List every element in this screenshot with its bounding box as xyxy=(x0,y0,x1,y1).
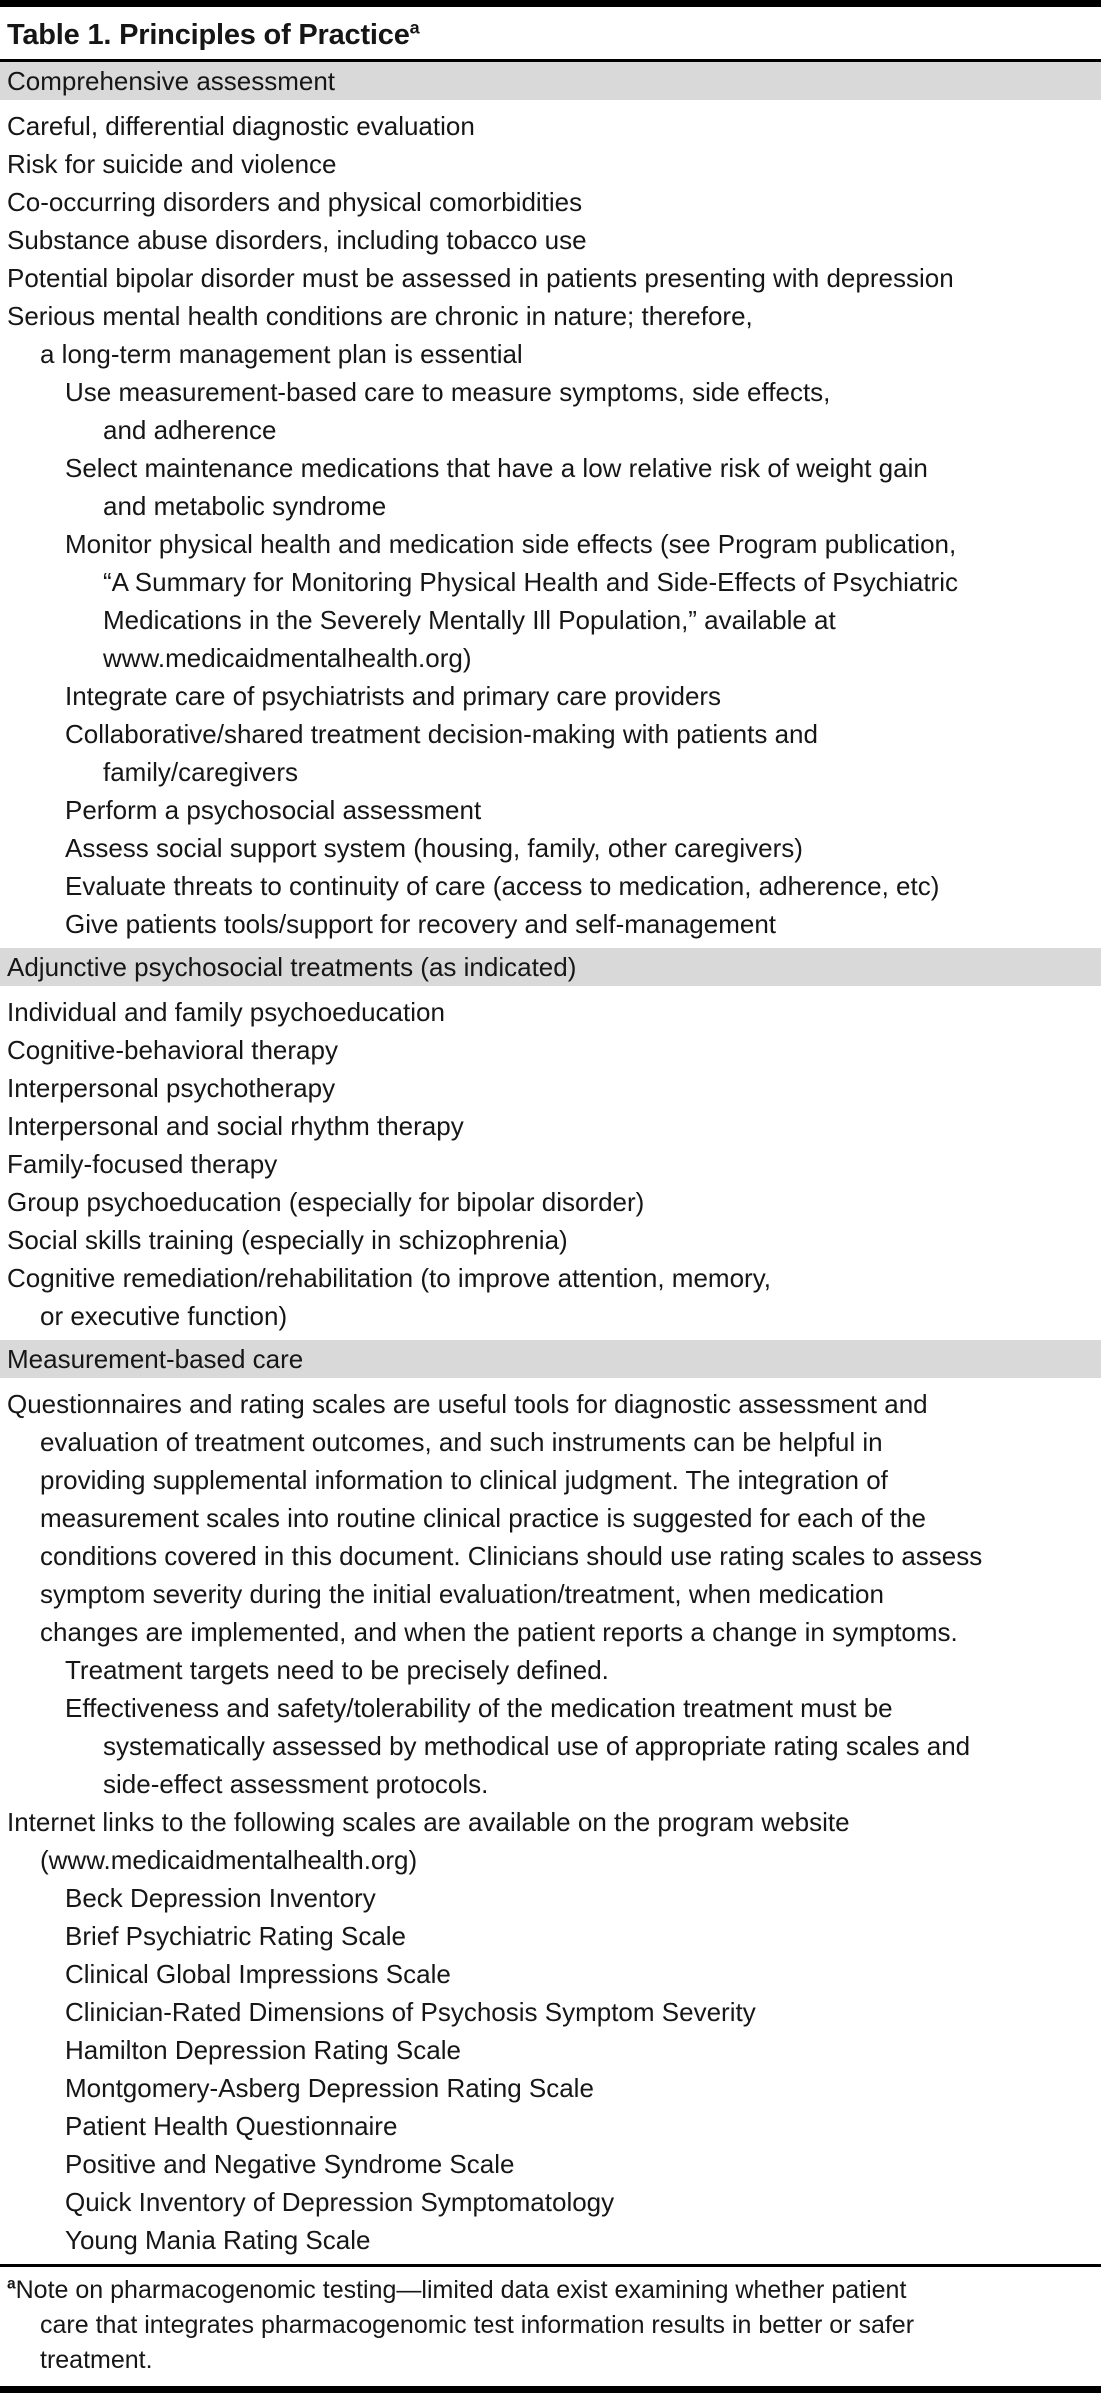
table-line: Internet links to the following scales are available on the program website xyxy=(7,1807,850,1837)
table-line: Hamilton Depression Rating Scale xyxy=(65,2035,461,2065)
table-line: Group psychoeducation (especially for bipolar disorder) xyxy=(7,1187,645,1217)
table-line: providing supplemental information to clinical judgment. The integration of xyxy=(40,1465,888,1495)
table-line: Cognitive remediation/rehabilitation (to improve attention, memory, xyxy=(7,1263,771,1293)
table-line: Co-occurring disorders and physical comorbidities xyxy=(7,187,583,217)
table-line: www.medicaidmentalhealth.org) xyxy=(103,643,472,673)
section-body xyxy=(0,1378,1101,2264)
table-line: Careful, differential diagnostic evaluation xyxy=(7,111,475,141)
table-line: symptom severity during the initial evaluation/treatment, when medication xyxy=(40,1579,884,1609)
table-line: Quick Inventory of Depression Symptomatology xyxy=(65,2187,615,2217)
section-header: Adjunctive psychosocial treatments (as indicated) xyxy=(0,948,1101,986)
table-body xyxy=(0,62,1101,2264)
table-line: Questionnaires and rating scales are useful tools for diagnostic assessment and xyxy=(7,1389,928,1419)
table-line: evaluation of treatment outcomes, and such instruments can be helpful in xyxy=(40,1427,883,1457)
table-line: Individual and family psychoeducation xyxy=(7,997,445,1027)
table-title xyxy=(0,7,1101,59)
table-line: changes are implemented, and when the patient reports a change in symptoms. xyxy=(40,1617,958,1647)
footnote xyxy=(0,2267,1101,2386)
table-line: (www.medicaidmentalhealth.org) xyxy=(40,1845,418,1875)
table-line: Patient Health Questionnaire xyxy=(65,2111,398,2141)
table-line: Cognitive-behavioral therapy xyxy=(7,1035,338,1065)
bottom-rule xyxy=(0,2386,1101,2393)
table-line: Give patients tools/support for recovery and self-management xyxy=(65,909,777,939)
table-line: Medications in the Severely Mentally Ill Population,” available at xyxy=(103,605,836,635)
table-line: Interpersonal and social rhythm therapy xyxy=(7,1111,464,1141)
table-title-superscript: a xyxy=(409,17,420,38)
table-line: side-effect assessment protocols. xyxy=(103,1769,489,1799)
table-line: systematically assessed by methodical use of appropriate rating scales and xyxy=(103,1731,971,1761)
table-line: Family-focused therapy xyxy=(7,1149,278,1179)
table-line: Clinical Global Impressions Scale xyxy=(65,1959,451,1989)
table-line: Select maintenance medications that have a low relative risk of weight gain xyxy=(65,453,928,483)
table-line: Effectiveness and safety/tolerability of the medication treatment must be xyxy=(65,1693,893,1723)
table-line: Integrate care of psychiatrists and primary care providers xyxy=(65,681,722,711)
table-line: and adherence xyxy=(103,415,277,445)
table-line: Potential bipolar disorder must be assessed in patients presenting with depression xyxy=(7,263,954,293)
table-line: Beck Depression Inventory xyxy=(65,1883,376,1913)
table-line: Substance abuse disorders, including tobacco use xyxy=(7,225,587,255)
footnote-line: treatment. xyxy=(40,2346,153,2374)
table-line: Risk for suicide and violence xyxy=(7,149,337,179)
table-line: Collaborative/shared treatment decision-making with patients and xyxy=(65,719,818,749)
top-rule xyxy=(0,0,1101,7)
table-line: Perform a psychosocial assessment xyxy=(65,795,482,825)
table-line: or executive function) xyxy=(40,1301,288,1331)
table-line: “A Summary for Monitoring Physical Health and Side-Effects of Psychiatric xyxy=(103,567,958,597)
footnote-line: $^a$Note on pharmacogenomic testing—limited data exist examining whether patient xyxy=(7,2275,907,2304)
table-line: Monitor physical health and medication side effects (see Program publication, xyxy=(65,529,957,559)
table-line: Young Mania Rating Scale xyxy=(65,2225,371,2255)
table-line: a long-term management plan is essential xyxy=(40,339,523,369)
section-header: Measurement-based care xyxy=(0,1340,1101,1378)
table-line: measurement scales into routine clinical practice is suggested for each of the xyxy=(40,1503,926,1533)
table-line: Clinician-Rated Dimensions of Psychosis Symptom Severity xyxy=(65,1997,756,2027)
table-line: Social skills training (especially in schizophrenia) xyxy=(7,1225,568,1255)
section-header: Comprehensive assessment xyxy=(0,62,1101,100)
table-line: conditions covered in this document. Clinicians should use rating scales to assess xyxy=(40,1541,983,1571)
footnote-line: care that integrates pharmacogenomic test information results in better or safer xyxy=(40,2311,915,2339)
section-body xyxy=(0,986,1101,1340)
table-line: Brief Psychiatric Rating Scale xyxy=(65,1921,407,1951)
footnote-marker: a xyxy=(7,2275,16,2293)
table-line: Treatment targets need to be precisely defined. xyxy=(65,1655,609,1685)
table-line: Montgomery-Asberg Depression Rating Scale xyxy=(65,2073,594,2103)
table-line: Evaluate threats to continuity of care (access to medication, adherence, etc) xyxy=(65,871,940,901)
table-line: family/caregivers xyxy=(103,757,299,787)
table-line: Assess social support system (housing, family, other caregivers) xyxy=(65,833,803,863)
table-title-text: Table 1. Principles of Practice xyxy=(7,19,410,51)
table-line: and metabolic syndrome xyxy=(103,491,387,521)
table-line: Interpersonal psychotherapy xyxy=(7,1073,336,1103)
table-line: Positive and Negative Syndrome Scale xyxy=(65,2149,515,2179)
table-line: Serious mental health conditions are chronic in nature; therefore, xyxy=(7,301,753,331)
section-body xyxy=(0,100,1101,948)
table-line: Use measurement-based care to measure symptoms, side effects, xyxy=(65,377,831,407)
